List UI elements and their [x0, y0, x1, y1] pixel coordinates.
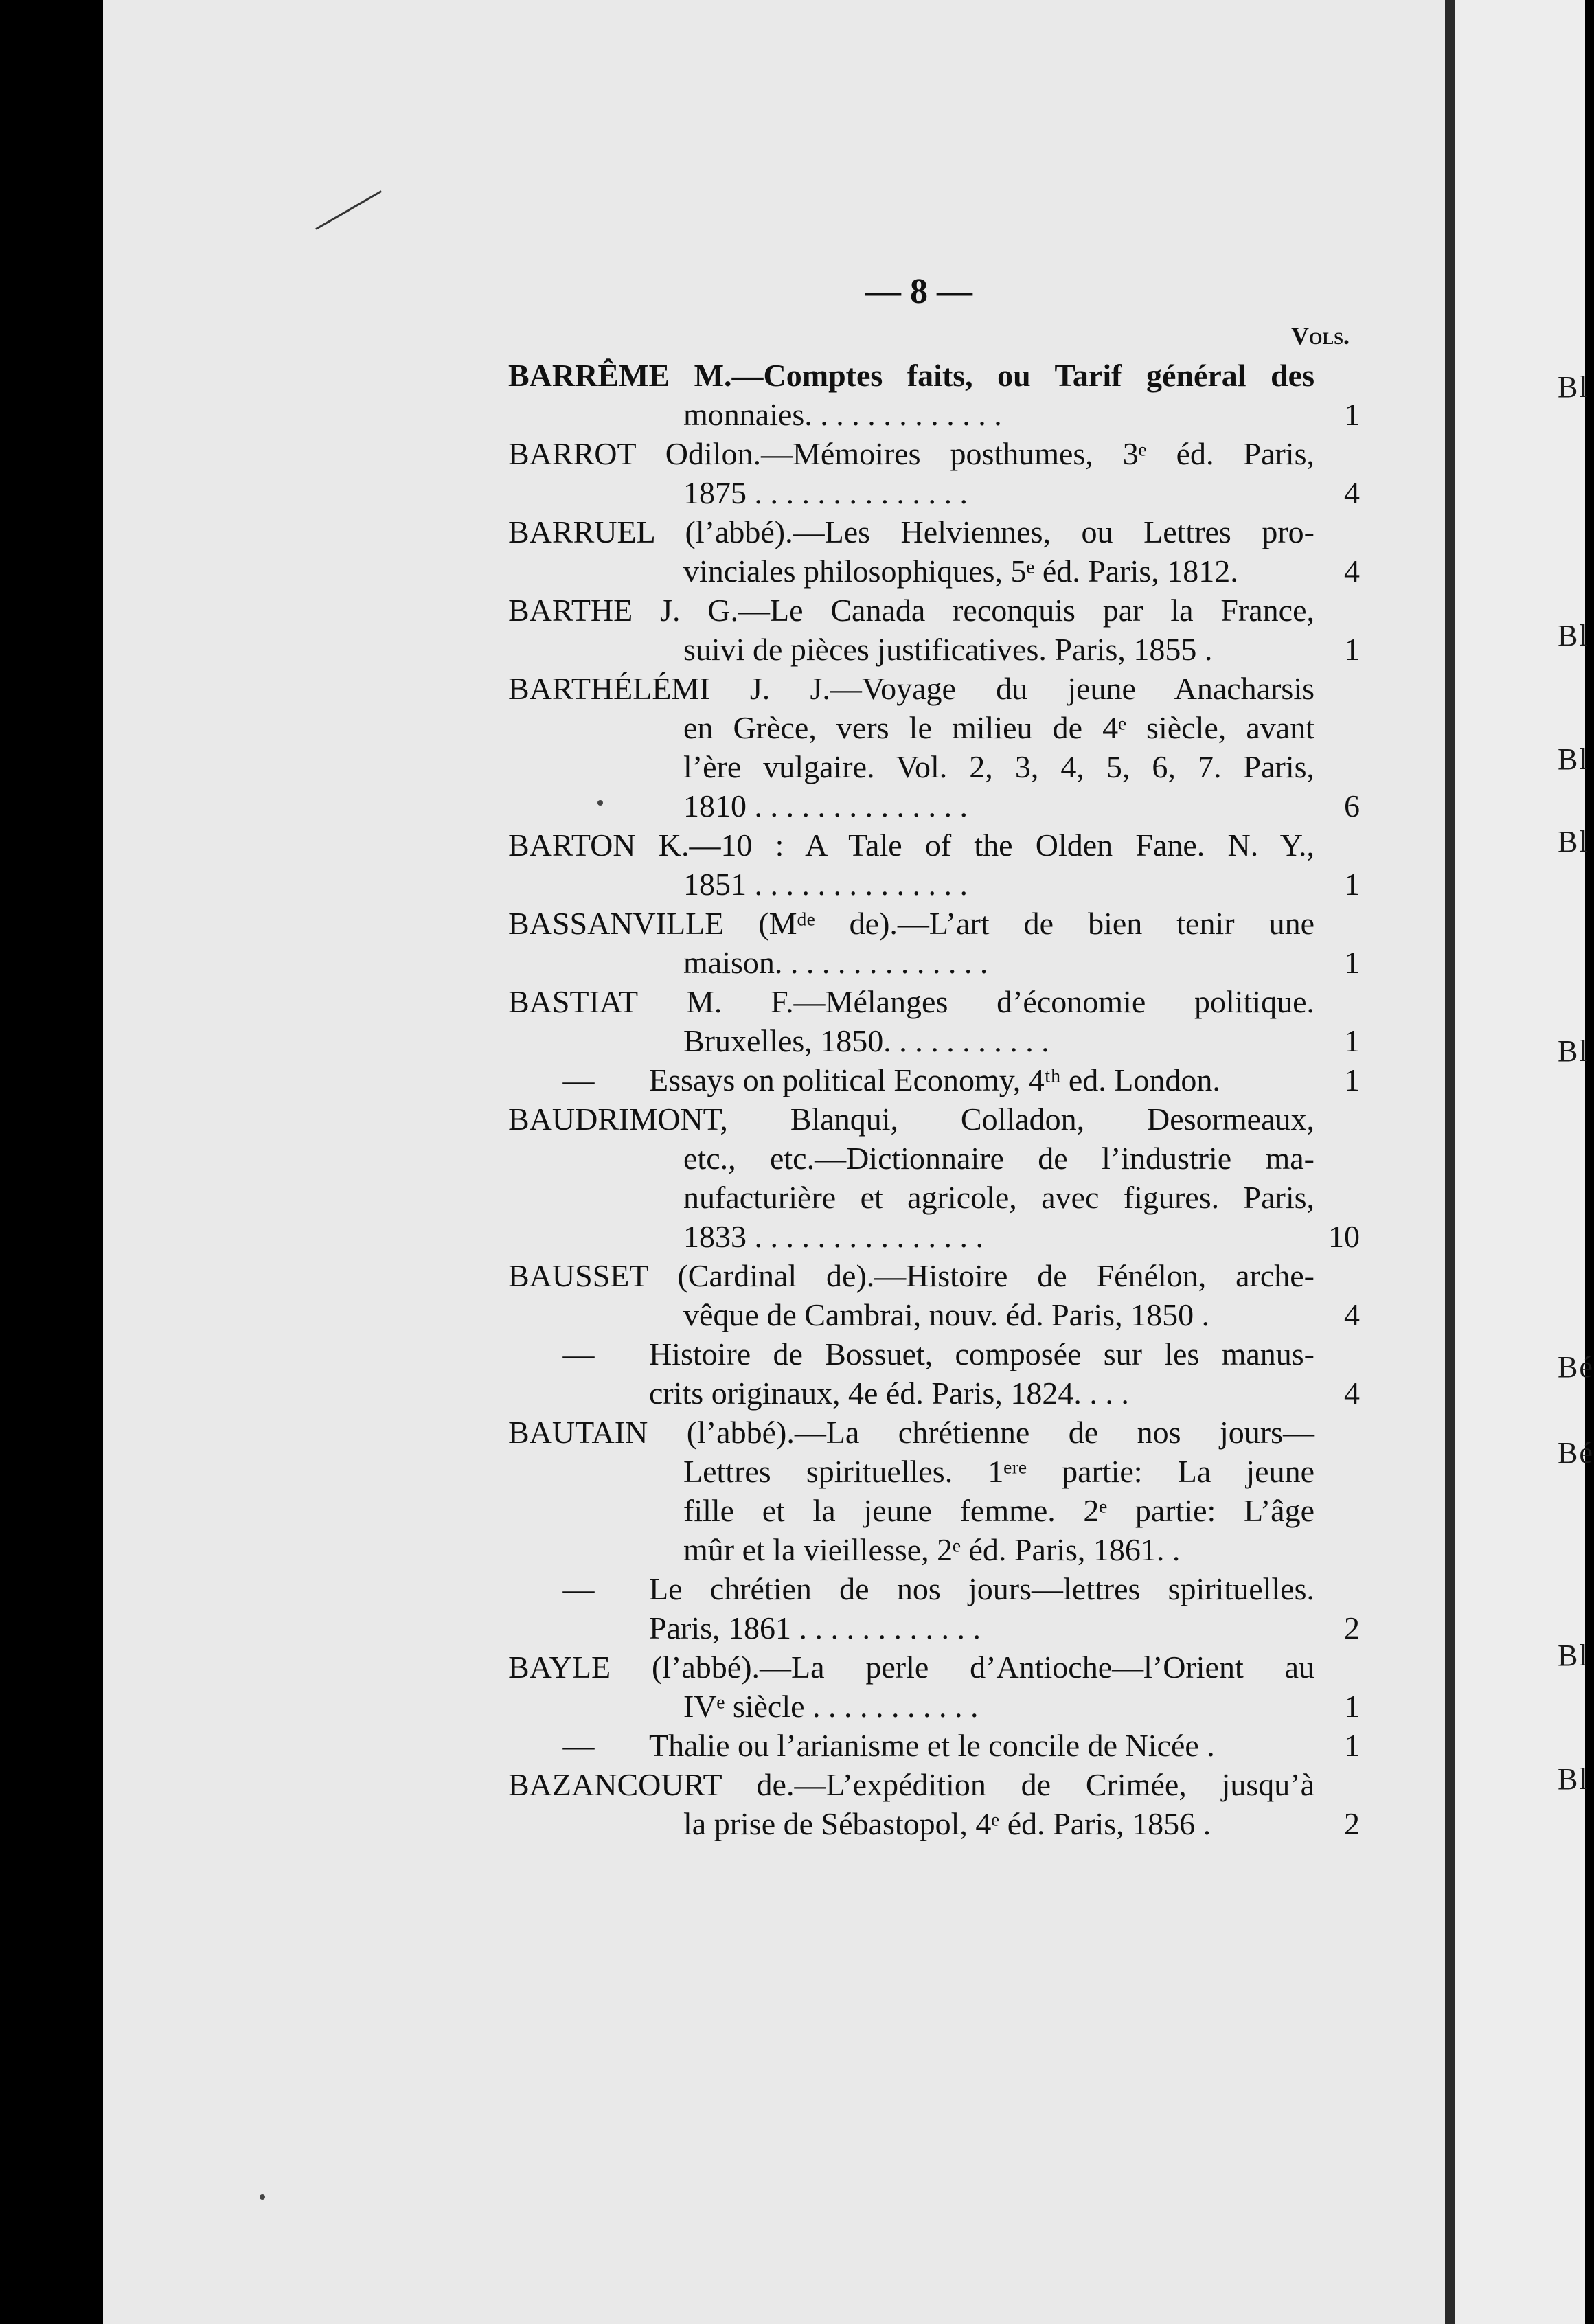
entry-text: Thalie ou l’arianisme et le concile de Nicée . — [649, 1728, 1215, 1763]
entry-line — [508, 1374, 1360, 1413]
facing-page-fragment: Bl — [1558, 1762, 1589, 1796]
catalogue-listing — [508, 356, 1360, 1843]
entry-text: vinciales philosophiques, 5ᵉ éd. Paris, 1812. — [683, 554, 1238, 589]
entry-text: crits originaux, 4e éd. Paris, 1824. . . . — [649, 1376, 1129, 1411]
entry-text: nufacturière et agricole, avec figures. Paris, — [683, 1180, 1314, 1215]
ink-dot — [260, 2194, 265, 2200]
entry-line — [508, 982, 1360, 1021]
entry-line — [508, 591, 1360, 630]
volume-count: 1 — [1344, 1062, 1360, 1097]
entry-line — [508, 512, 1360, 551]
entry-line — [508, 395, 1360, 434]
entry-text: 1833 . . . . . . . . . . . . . . . — [683, 1219, 983, 1254]
entry-text: monnaies. . . . . . . . . . . . . — [683, 397, 1002, 432]
volume-count: 1 — [1344, 867, 1360, 902]
catalogue-entry — [508, 434, 1360, 512]
entry-line — [508, 1726, 1360, 1765]
entry-line — [508, 1765, 1360, 1804]
entry-text: en Grèce, vers le milieu de 4ᵉ siècle, avant — [683, 710, 1314, 745]
entry-line — [508, 473, 1360, 512]
entry-text: BARRÊME M.—Comptes faits, ou Tarif général des — [508, 358, 1314, 393]
entry-line — [508, 747, 1360, 786]
entry-line — [508, 1178, 1360, 1217]
entry-text: Histoire de Bossuet, composée sur les manus- — [649, 1336, 1314, 1371]
entry-text: 1851 . . . . . . . . . . . . . . — [683, 867, 968, 902]
catalogue-entry — [508, 1413, 1360, 1569]
entry-line — [508, 1687, 1360, 1726]
page-gutter — [1445, 0, 1455, 2324]
entry-text: BAUDRIMONT, Blanqui, Colladon, Desormeaux, — [508, 1102, 1314, 1137]
entry-line — [508, 1452, 1360, 1491]
catalogue-entry — [508, 1726, 1360, 1765]
entry-text: IVᵉ siècle . . . . . . . . . . . — [683, 1689, 979, 1724]
catalogue-entry — [508, 356, 1360, 434]
entry-line — [508, 1295, 1360, 1334]
entry-text: la prise de Sébastopol, 4ᵉ éd. Paris, 1856 . — [683, 1806, 1211, 1841]
entry-line — [508, 1648, 1360, 1687]
entry-line — [508, 434, 1360, 473]
entry-line — [508, 865, 1360, 904]
facing-page-fragment: Bé — [1558, 1436, 1594, 1470]
entry-line — [508, 630, 1360, 669]
catalogue-entry — [508, 669, 1360, 825]
entry-text: mûr et la vieillesse, 2ᵉ éd. Paris, 1861. . — [683, 1532, 1181, 1567]
entry-text: 1810 . . . . . . . . . . . . . . — [683, 788, 968, 823]
volume-count: 4 — [1344, 475, 1360, 510]
entry-line — [508, 1491, 1360, 1530]
entry-text: BARTHE J. G.—Le Canada reconquis par la France, — [508, 593, 1314, 628]
catalogue-entry — [508, 1060, 1360, 1100]
entry-line — [508, 1569, 1360, 1608]
catalogue-entry — [508, 1256, 1360, 1334]
entry-text: BAYLE (l’abbé).—La perle d’Antioche—l’Orient au — [508, 1650, 1314, 1685]
entry-line — [508, 551, 1360, 591]
ditto-dash: — — [562, 1571, 595, 1606]
entry-text: BAUSSET (Cardinal de).—Histoire de Fénélon, arche- — [508, 1258, 1314, 1293]
ditto-dash: — — [562, 1728, 595, 1763]
entry-line — [508, 943, 1360, 982]
catalogue-entry — [508, 1100, 1360, 1256]
volume-count: 1 — [1344, 1689, 1360, 1724]
facing-page-fragment: Bl — [1558, 825, 1589, 858]
entry-line — [508, 1100, 1360, 1139]
catalogue-entry — [508, 1765, 1360, 1843]
entry-text: Essays on political Economy, 4ᵗʰ ed. London. — [649, 1062, 1220, 1097]
entry-line — [508, 1413, 1360, 1452]
entry-text: BASTIAT M. F.—Mélanges d’économie politique. — [508, 984, 1314, 1019]
facing-page-fragment: Bé — [1558, 1350, 1594, 1384]
entry-text: suivi de pièces justificatives. Paris, 1855 . — [683, 632, 1213, 667]
catalogue-entry — [508, 904, 1360, 982]
volume-count: 4 — [1344, 1376, 1360, 1411]
volume-count: 10 — [1328, 1219, 1360, 1254]
volume-count: 1 — [1344, 397, 1360, 432]
facing-page-fragment: Bl — [1558, 1639, 1589, 1672]
entry-text: BARTHÉLÉMI J. J.—Voyage du jeune Anacharsis — [508, 671, 1314, 706]
catalogue-entry — [508, 512, 1360, 591]
catalogue-entry — [508, 825, 1360, 904]
entry-line — [508, 1021, 1360, 1060]
volume-count: 1 — [1344, 1023, 1360, 1058]
entry-text: BASSANVILLE (Mᵈᵉ de).—L’art de bien tenir une — [508, 906, 1314, 941]
volume-count: 1 — [1344, 1728, 1360, 1763]
facing-page-fragment: Bl — [1558, 619, 1589, 652]
entry-line — [508, 825, 1360, 865]
entry-line — [508, 1804, 1360, 1843]
entry-text: BAZANCOURT de.—L’expédition de Crimée, jusqu’à — [508, 1767, 1314, 1802]
entry-text: 1875 . . . . . . . . . . . . . . — [683, 475, 968, 510]
entry-line — [508, 708, 1360, 747]
facing-page-fragment: Bl — [1558, 370, 1589, 404]
entry-text: maison. . . . . . . . . . . . . . — [683, 945, 988, 980]
entry-text: BARTON K.—10 : A Tale of the Olden Fane. N. Y., — [508, 828, 1314, 863]
catalogue-entry — [508, 1334, 1360, 1413]
entry-text: l’ère vulgaire. Vol. 2, 3, 4, 5, 6, 7. Paris, — [683, 749, 1314, 784]
facing-page-fragment: Bl — [1558, 742, 1589, 776]
entry-line — [508, 1217, 1360, 1256]
entry-text: fille et la jeune femme. 2ᵉ partie: L’âge — [683, 1493, 1314, 1528]
entry-text: etc., etc.—Dictionnaire de l’industrie ma- — [683, 1141, 1314, 1176]
entry-line — [508, 1334, 1360, 1374]
volume-count: 1 — [1344, 632, 1360, 667]
entry-text: BARROT Odilon.—Mémoires posthumes, 3ᵉ éd. Paris, — [508, 436, 1314, 471]
entry-text: BARRUEL (l’abbé).—Les Helviennes, ou Lettres pro- — [508, 514, 1314, 549]
entry-line — [508, 356, 1360, 395]
entry-line — [508, 1060, 1360, 1100]
entry-line — [508, 904, 1360, 943]
catalogue-entry — [508, 1569, 1360, 1648]
entry-text: Le chrétien de nos jours—lettres spirituelles. — [649, 1571, 1314, 1606]
volume-count: 2 — [1344, 1806, 1360, 1841]
volume-count: 6 — [1344, 788, 1360, 823]
entry-text: vêque de Cambrai, nouv. éd. Paris, 1850 . — [683, 1297, 1210, 1332]
entry-line — [508, 1530, 1360, 1569]
vols-column-header: Vols. — [1291, 322, 1350, 350]
catalogue-entry — [508, 591, 1360, 669]
entry-text: Bruxelles, 1850. . . . . . . . . . . — [683, 1023, 1049, 1058]
volume-count: 4 — [1344, 1297, 1360, 1332]
volume-count: 1 — [1344, 945, 1360, 980]
ditto-dash: — — [562, 1062, 595, 1097]
entry-line — [508, 1256, 1360, 1295]
entry-line — [508, 1608, 1360, 1648]
facing-page-edge — [1455, 0, 1594, 2324]
page-number: — 8 — — [865, 272, 972, 311]
ditto-dash: — — [562, 1336, 595, 1371]
facing-page-fragment: Bl — [1558, 1034, 1589, 1068]
catalogue-entry — [508, 1648, 1360, 1726]
entry-line — [508, 1139, 1360, 1178]
entry-text: BAUTAIN (l’abbé).—La chrétienne de nos jours— — [508, 1415, 1314, 1450]
volume-count: 2 — [1344, 1610, 1360, 1645]
volume-count: 4 — [1344, 554, 1360, 589]
catalogue-entry — [508, 982, 1360, 1060]
entry-text: Lettres spirituelles. 1ᵉʳᵉ partie: La jeune — [683, 1454, 1314, 1489]
entry-line — [508, 786, 1360, 825]
entry-line — [508, 669, 1360, 708]
entry-text: Paris, 1861 . . . . . . . . . . . . — [649, 1610, 981, 1645]
